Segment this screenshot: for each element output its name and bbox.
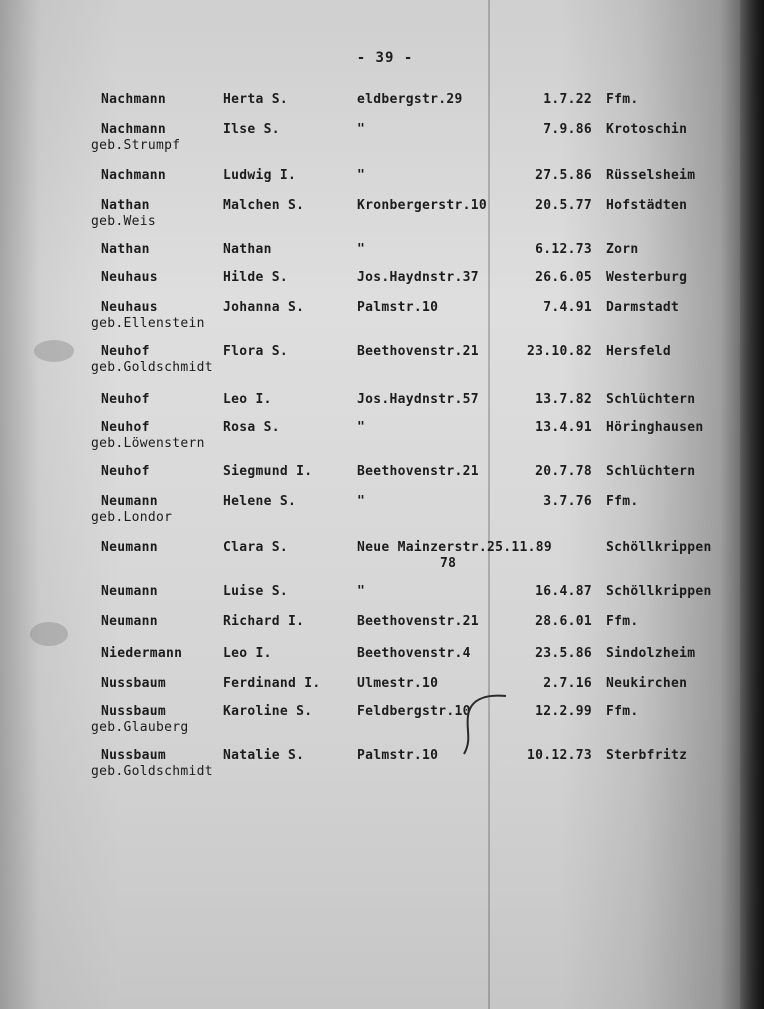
register-entry <box>0 122 764 158</box>
entry-address: " <box>357 168 366 183</box>
entry-surname: Niedermann <box>101 646 183 661</box>
entry-surname: Neuhaus <box>101 300 158 315</box>
entry-address-continued: 78 <box>440 556 457 571</box>
entry-birth-date: 23.10.82 <box>526 344 592 359</box>
entry-address: Beethovenstr.21 <box>357 464 479 479</box>
entry-birth-place: Zorn <box>606 242 639 257</box>
register-entry <box>0 748 764 784</box>
entry-address: Ulmestr.10 <box>357 676 439 691</box>
register-entry <box>0 614 764 650</box>
entry-address: " <box>357 494 366 509</box>
entry-birth-place: Krotoschin <box>606 122 688 137</box>
page-number: - 39 - <box>356 50 414 66</box>
entry-given-name: Flora S. <box>223 344 289 359</box>
entry-surname: Neumann <box>101 584 158 599</box>
entry-surname: Nachmann <box>101 122 167 137</box>
entry-surname: Nachmann <box>101 92 167 107</box>
entry-birth-place: Neukirchen <box>606 676 688 691</box>
entry-birth-place: Rüsselsheim <box>606 168 696 183</box>
register-entry <box>0 540 764 576</box>
entry-address: Palmstr.10 <box>357 748 439 763</box>
entry-surname: Neuhaus <box>101 270 158 285</box>
entry-surname: Neuhof <box>101 420 150 435</box>
entry-surname: Neuhof <box>101 464 150 479</box>
entry-maiden-name: geb.Goldschmidt <box>91 360 213 375</box>
entry-birth-place: Sindolzheim <box>606 646 696 661</box>
entry-birth-place: Schlüchtern <box>606 392 696 407</box>
entry-birth-date: 27.5.86 <box>535 168 592 183</box>
entry-birth-place: Hersfeld <box>606 344 672 359</box>
entry-surname: Nathan <box>101 242 150 257</box>
entry-given-name: Herta S. <box>223 92 289 107</box>
entry-birth-date: 10.12.73 <box>526 748 592 763</box>
entry-given-name: Karoline S. <box>223 704 313 719</box>
entry-birth-date: 12.2.99 <box>535 704 592 719</box>
entry-birth-date: 13.4.91 <box>535 420 592 435</box>
entry-maiden-name: geb.Weis <box>91 214 157 229</box>
entry-address: " <box>357 420 366 435</box>
entry-birth-date: 6.12.73 <box>535 242 592 257</box>
entry-given-name: Helene S. <box>223 494 297 509</box>
entry-birth-place: Höringhausen <box>606 420 704 435</box>
register-entry <box>0 494 764 530</box>
entry-birth-date: 28.6.01 <box>535 614 592 629</box>
entry-maiden-name: geb.Londor <box>91 510 173 525</box>
entry-given-name: Leo I. <box>223 646 272 661</box>
entry-surname: Nathan <box>101 198 150 213</box>
register-entry <box>0 198 764 234</box>
entry-birth-place: Ffm. <box>606 494 639 509</box>
entry-birth-date: 26.6.05 <box>535 270 592 285</box>
entry-surname: Neumann <box>101 614 158 629</box>
entry-birth-place: Sterbfritz <box>606 748 688 763</box>
entry-given-name: Natalie S. <box>223 748 305 763</box>
register-entry <box>0 344 764 380</box>
entry-address: Beethovenstr.21 <box>357 344 479 359</box>
entry-given-name: Leo I. <box>223 392 272 407</box>
entry-birth-place: Schlüchtern <box>606 464 696 479</box>
entry-surname: Nussbaum <box>101 704 167 719</box>
entry-surname: Neumann <box>101 494 158 509</box>
entry-surname: Nachmann <box>101 168 167 183</box>
entry-surname: Neuhof <box>101 392 150 407</box>
entry-given-name: Johanna S. <box>223 300 305 315</box>
entry-given-name: Ferdinand I. <box>223 676 321 691</box>
entry-birth-date: 20.7.78 <box>535 464 592 479</box>
entry-address: Neue Mainzerstr.25.11.89 <box>357 540 553 555</box>
entry-address: Jos.Haydnstr.57 <box>357 392 479 407</box>
entry-maiden-name: geb.Ellenstein <box>91 316 205 331</box>
entry-birth-place: Ffm. <box>606 704 639 719</box>
entry-birth-place: Schöllkrippen <box>606 584 712 599</box>
register-entry <box>0 704 764 740</box>
entry-address: Jos.Haydnstr.37 <box>357 270 479 285</box>
entry-address: " <box>357 242 366 257</box>
entry-birth-place: Hofstädten <box>606 198 688 213</box>
entry-given-name: Clara S. <box>223 540 289 555</box>
entry-address: Beethovenstr.4 <box>357 646 471 661</box>
entry-given-name: Siegmund I. <box>223 464 313 479</box>
entry-address: Feldbergstr.10 <box>357 704 471 719</box>
entry-maiden-name: geb.Löwenstern <box>91 436 205 451</box>
entry-surname: Neuhof <box>101 344 150 359</box>
entry-birth-date: 16.4.87 <box>535 584 592 599</box>
entry-given-name: Nathan <box>223 242 272 257</box>
entry-address: eldbergstr.29 <box>357 92 463 107</box>
entry-birth-date: 23.5.86 <box>535 646 592 661</box>
entry-given-name: Ludwig I. <box>223 168 297 183</box>
entry-address: Palmstr.10 <box>357 300 439 315</box>
entry-birth-date: 3.7.76 <box>543 494 592 509</box>
entry-birth-date: 1.7.22 <box>543 92 592 107</box>
entry-given-name: Malchen S. <box>223 198 305 213</box>
entry-birth-place: Ffm. <box>606 92 639 107</box>
entry-given-name: Hilde S. <box>223 270 289 285</box>
entry-given-name: Luise S. <box>223 584 289 599</box>
entry-address: " <box>357 122 366 137</box>
register-entry <box>0 300 764 336</box>
entry-birth-place: Schöllkrippen <box>606 540 712 555</box>
entry-birth-date: 13.7.82 <box>535 392 592 407</box>
entry-birth-date: 7.9.86 <box>543 122 592 137</box>
entry-address: Kronbergerstr.10 <box>357 198 488 213</box>
entry-birth-date: 7.4.91 <box>543 300 592 315</box>
handwritten-pen-mark <box>456 690 516 760</box>
entry-given-name: Richard I. <box>223 614 305 629</box>
entry-surname: Nussbaum <box>101 748 167 763</box>
entry-birth-place: Westerburg <box>606 270 688 285</box>
entry-surname: Neumann <box>101 540 158 555</box>
entry-maiden-name: geb.Strumpf <box>91 138 181 153</box>
entry-given-name: Rosa S. <box>223 420 280 435</box>
entry-birth-date: 20.5.77 <box>535 198 592 213</box>
entry-maiden-name: geb.Glauberg <box>91 720 189 735</box>
entry-surname: Nussbaum <box>101 676 167 691</box>
entry-maiden-name: geb.Goldschmidt <box>91 764 213 779</box>
entry-address: " <box>357 584 366 599</box>
entry-given-name: Ilse S. <box>223 122 280 137</box>
entry-birth-date: 2.7.16 <box>543 676 592 691</box>
entry-address: Beethovenstr.21 <box>357 614 479 629</box>
entry-birth-place: Darmstadt <box>606 300 680 315</box>
entry-birth-place: Ffm. <box>606 614 639 629</box>
register-entry <box>0 420 764 456</box>
